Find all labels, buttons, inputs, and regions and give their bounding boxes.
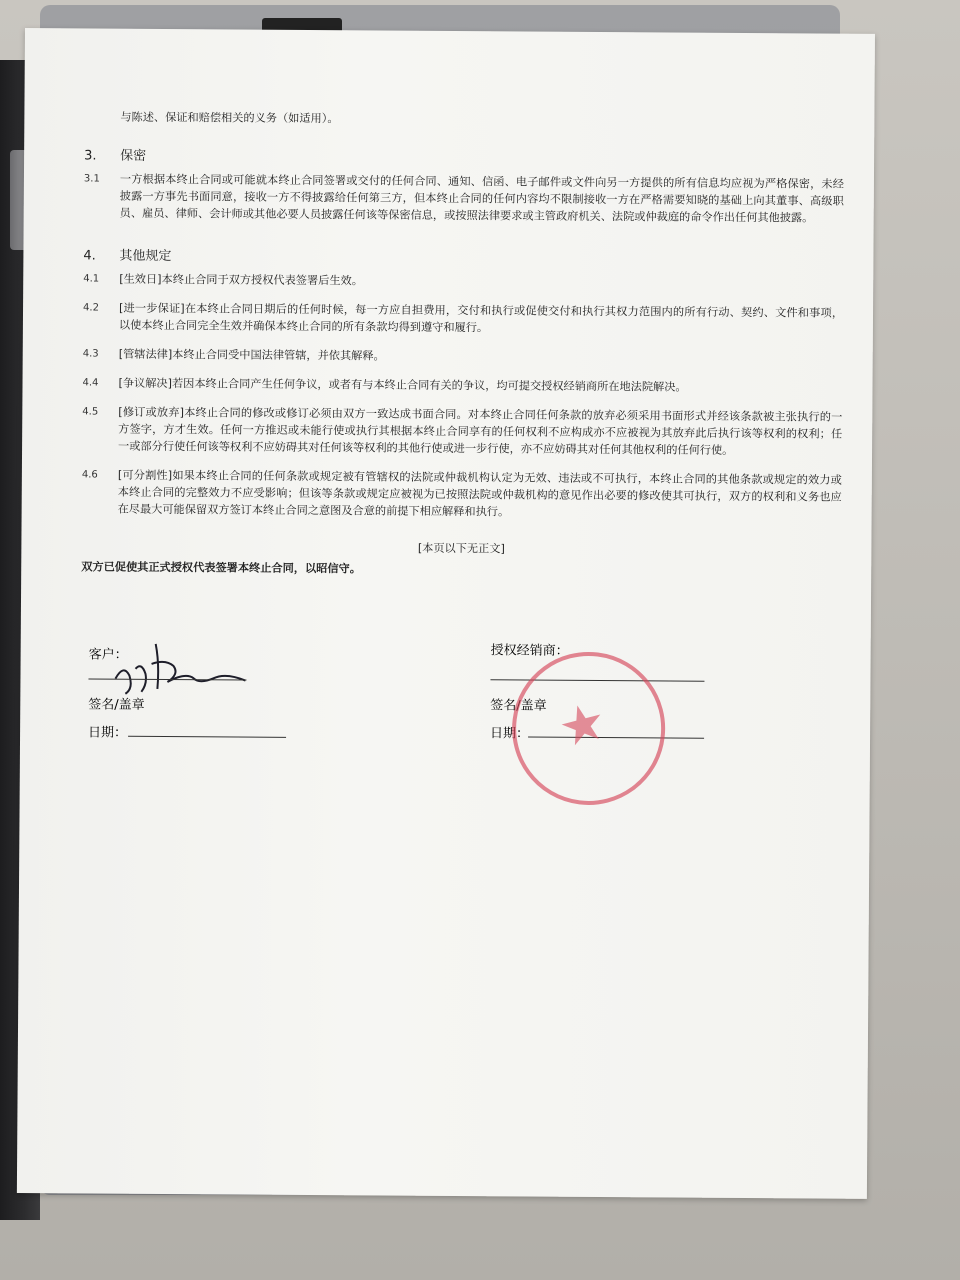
clause-4-3: [83, 345, 843, 367]
section-title: 其他规定: [119, 248, 172, 265]
clause-4-2: [83, 299, 843, 338]
star-icon: ★: [552, 690, 613, 761]
intro-line: 与陈述、保证和赔偿相关的义务（如适用）。: [120, 110, 339, 126]
customer-label: 客户：: [88, 647, 128, 663]
clause-text: [修订或放弃]本终止合同的修改或修订必须由双方一致达成书面合同。对本终止合同任何条款的放弃必须采用书面形式并经该条款被主张执行的一方签字，方才生效。任何一方推迟或未能行使或执行其根据本终止合同享有的任何权利不应构成亦不应被视为其放弃此后执行该等权利的权利；任一或部分行使任何该等权利不应妨碍其对任何该等权利的其他行使或进一步行使，亦不应妨碍其对任何其他权利的任何行使。: [118, 405, 843, 457]
clause-number: 4.1: [83, 273, 100, 285]
dealer-date-label: 日期：: [490, 726, 530, 742]
section-number: 4.: [83, 248, 96, 264]
document-page: [17, 28, 875, 1199]
company-seal-stamp: [495, 635, 682, 822]
clause-4-5: [82, 403, 842, 459]
clause-text: [争议解决]若因本终止合同产生任何争议，或者有与本终止合同有关的争议，均可提交授权经销商所在地法院解决。: [118, 376, 687, 394]
clause-text: [可分割性]如果本终止合同的任何条款或规定被有管辖权的法院或仲裁机构认定为无效、违法或不可执行，本终止合同的其他条款或规定的效力或本终止合同的完整效力不应受影响；但该等条款或规定应被视为已按照法院或仲裁机构的意见作出必要的修改使其可执行，双方的权利和义务也应在尽最大可能保留双方签订本终止合同之意图及合意的前提下相应解释和执行。: [117, 468, 842, 519]
clause-4-4: [82, 374, 842, 396]
clause-number: 4.6: [81, 469, 98, 481]
clause-number: 4.4: [82, 377, 99, 389]
clause-text: [进一步保证]在本终止合同日期后的任何时候，每一方应自担费用，交付和执行或促使交付和执行其权力范围内的所有行动、契约、文件和事项，以使本终止合同完全生效并确保本终止合同的所有条款均得到遵守和履行。: [118, 301, 844, 335]
clause-number: 4.2: [83, 302, 99, 314]
clause-text: 一方根据本终止合同或可能就本终止合同签署或交付的任何合同、通知、信函、电子邮件或文件向另一方提供的所有信息均应视为严格保密，未经披露一方事先书面同意，接收一方不得披露给任何第三方，但本终止合同的任何内容均不限制接收一方在严格需要知晓的基础上向其董事、高级职员、雇员、律师、会计师或其他必要人员披露任何该等保密信息，或按照法律要求或主管政府机关、法院或仲裁庭的命令作出任何其他披露。: [119, 172, 844, 225]
customer-sign-label: 签名/盖章: [88, 697, 145, 713]
no-text-below-note: [本页以下无正文]: [417, 541, 505, 556]
clause-text: [生效日]本终止合同于双方授权代表签署后生效。: [119, 272, 363, 288]
customer-date-line: [128, 736, 286, 738]
section-3-heading: [84, 147, 844, 169]
clause-3-1: [84, 170, 844, 226]
section-number: 3.: [84, 148, 97, 164]
section-title: 保密: [120, 148, 147, 164]
clause-number: 4.5: [82, 406, 99, 418]
clause-number: 3.1: [83, 173, 100, 185]
dealer-label: 授权经销商：: [490, 643, 569, 659]
clause-4-1: [83, 270, 843, 292]
document-body: [81, 108, 844, 580]
customer-date-label: 日期：: [88, 725, 128, 741]
dealer-sign-label: 签名/盖章: [490, 698, 547, 714]
clause-number: 4.3: [82, 348, 99, 360]
closing-statement: 双方已促使其正式授权代表签署本终止合同，以昭信守。: [81, 560, 361, 576]
clause-4-6: [82, 466, 842, 522]
clause-text: [管辖法律]本终止合同受中国法律管辖，并依其解释。: [118, 347, 385, 363]
